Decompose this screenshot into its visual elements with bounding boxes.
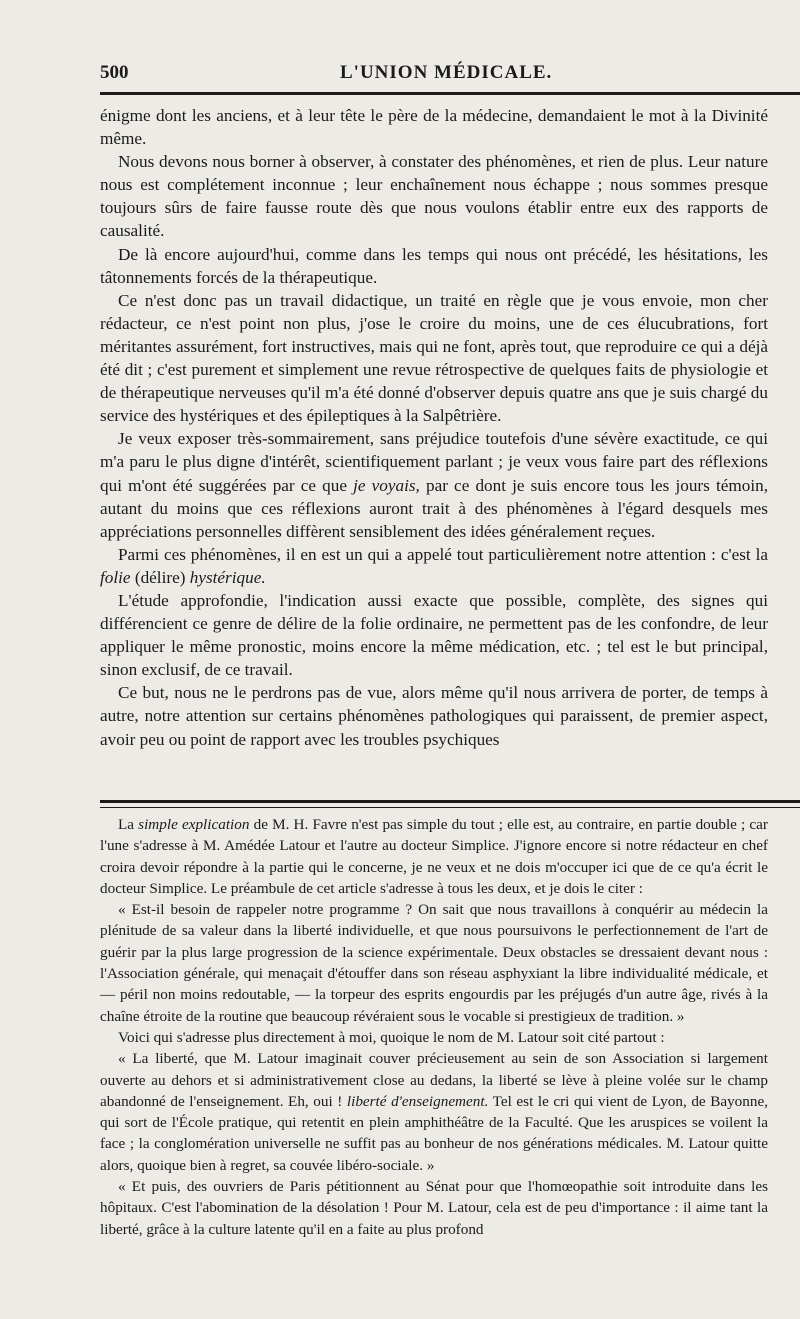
running-title: L'UNION MÉDICALE. — [340, 62, 553, 83]
header-rule — [100, 92, 800, 95]
footnote-paragraph — [100, 1048, 768, 1176]
text-run: (délire) — [130, 567, 190, 587]
paragraph: L'étude approfondie, l'indication aussi exacte que possible, complète, des signes qui différencient ce genre de délire de la folie ordinaire, ne permettent pas de les confondre, de leur appliquer le même pronostic, moins encore la même médication, etc. ; tel est le but principal, sinon exclusif, de ce travail. — [100, 590, 768, 680]
italic-run: simple explication — [138, 816, 250, 833]
paragraph — [100, 427, 768, 542]
paragraph: énigme dont les anciens, et à leur tête le père de la médecine, demandaient le mot à la Divinité même. — [100, 106, 768, 149]
text-run: Je veux exposer très-sommairement, sans préjudice toutefois d'une sévère exactitude, ce qui m'a paru le plus digne d'intérêt, scientifiquement parlant ; je veux vous faire part des réflexions qui m'ont été suggérées par ce que — [100, 429, 768, 495]
text-run: Parmi ces phénomènes, il en est un qui a appelé tout particulièrement notre attention : c'est la — [118, 544, 768, 564]
text-run: par ce dont je suis encore tous les jours témoin, autant du moins que ces réflexions auront trait à des phénomènes à l'égard desquels mes appréciations personnelles diffèrent sensiblement des idées généralement reçues. — [100, 475, 768, 541]
main-text — [100, 104, 768, 751]
footnote-rule — [100, 800, 800, 808]
text-run: « La liberté, que M. Latour imaginait couver précieusement au sein de son Association si largement ouverte au dehors et si administrativement close au dedans, la liberté se lève à pleine volée sur le champ abandonné de l'enseignement. Eh, oui ! — [100, 1050, 768, 1110]
italic-run: hystérique. — [189, 567, 266, 587]
footnote-paragraph — [100, 814, 768, 899]
footnote-paragraph: Voici qui s'adresse plus directement à moi, quoique le nom de M. Latour soit cité partout : — [118, 1028, 665, 1046]
paragraph — [100, 543, 768, 589]
page-number: 500 — [100, 62, 129, 83]
page-header — [100, 62, 800, 88]
text-run: de M. H. Favre n'est pas simple du tout ; elle est, au contraire, en partie double ; car l'une s'adresse à M. Amédée Latour et l'autre au docteur Simplice. J'ignore encore si notre rédacteur en chef croira devoir répondre à la partie qui le concerne, je ne veux et ne dois m'occuper ici que de ce qu'a écrit le docteur Simplice. Le préambule de cet article s'adresse à tous les deux, et je dois le citer : — [100, 816, 768, 897]
italic-run: liberté d'enseignement. — [346, 1092, 489, 1110]
paragraph: Ce n'est donc pas un travail didactique, un traité en règle que je vous envoie, mon cher rédacteur, ce n'est point non plus, j'ose le croire du moins, une de ces élucubrations, fort méritantes assurément, fort instructives, mais qui ne font, après tout, que reproduire ce qui a déjà été dit ; c'est purement et simplement une revue rétrospective de quelques faits de physiologie et de thérapeutique nerveuses qu'il m'a été donné d'observer depuis quatre ans que je suis chargé du service des hystériques et des épileptiques à la Salpêtrière. — [100, 290, 768, 426]
text-run: Tel est le cri qui vient de Lyon, de Bayonne, qui sort de l'École pratique, qui retentit en plein amphithéâtre de la Faculté. Que les aruspices se voilent la face ; la conglomération universelle ne suffit pas au bonheur de nos générations médicales. M. Latour quitte alors, quoique bien à regret, sa couvée libéro-sociale. » — [100, 1092, 768, 1174]
italic-run: je voyais, — [353, 475, 420, 495]
footnote-paragraph: « Est-il besoin de rappeler notre programme ? On sait que nous travaillons à conquérir au médecin la plénitude de sa valeur dans la liberté individuelle, et que nous poursuivons le perfectionnement de l'art de guérir par la plus large progression de la science expérimentale. Deux obstacles se dressaient devant nous : l'Association générale, qui menaçait d'étouffer dans son réseau asphyxiant la libre individualité médicale, et — péril non moins redoutable, — la torpeur des esprits engourdis par les préjugés d'un autre âge, rivés à la chaîne étroite de la routine que beaucoup révéraient sous le vocable si prestigieux de tradition. » — [100, 901, 768, 1025]
paragraph: Ce but, nous ne le perdrons pas de vue, alors même qu'il nous arrivera de porter, de temps à autre, notre attention sur certains phénomènes pathologiques qui paraissent, de premier aspect, avoir peu ou point de rapport avec les troubles psychiques — [100, 683, 768, 749]
paragraph: De là encore aujourd'hui, comme dans les temps qui nous ont précédé, les hésitations, les tâtonnements forcés de la thérapeutique. — [100, 244, 768, 287]
footnote-text — [100, 814, 768, 1240]
footnote-paragraph: « Et puis, des ouvriers de Paris pétitionnent au Sénat pour que l'homœopathie soit introduite dans les hôpitaux. C'est l'abomination de la désolation ! Pour M. Latour, cela est de peu d'importance : il aime tant la liberté, grâce à la culture latente qu'il en a faite au plus profond — [100, 1178, 768, 1238]
paragraph: Nous devons nous borner à observer, à constater des phénomènes, et rien de plus. Leur nature nous est complétement inconnue ; leur enchaînement nous échappe ; nous sommes presque toujours sûrs de faire fausse route dès que nous voulons établir entre eux des rapports de causalité. — [100, 152, 768, 241]
text-run: La — [118, 816, 139, 833]
italic-run: folie — [100, 567, 131, 587]
